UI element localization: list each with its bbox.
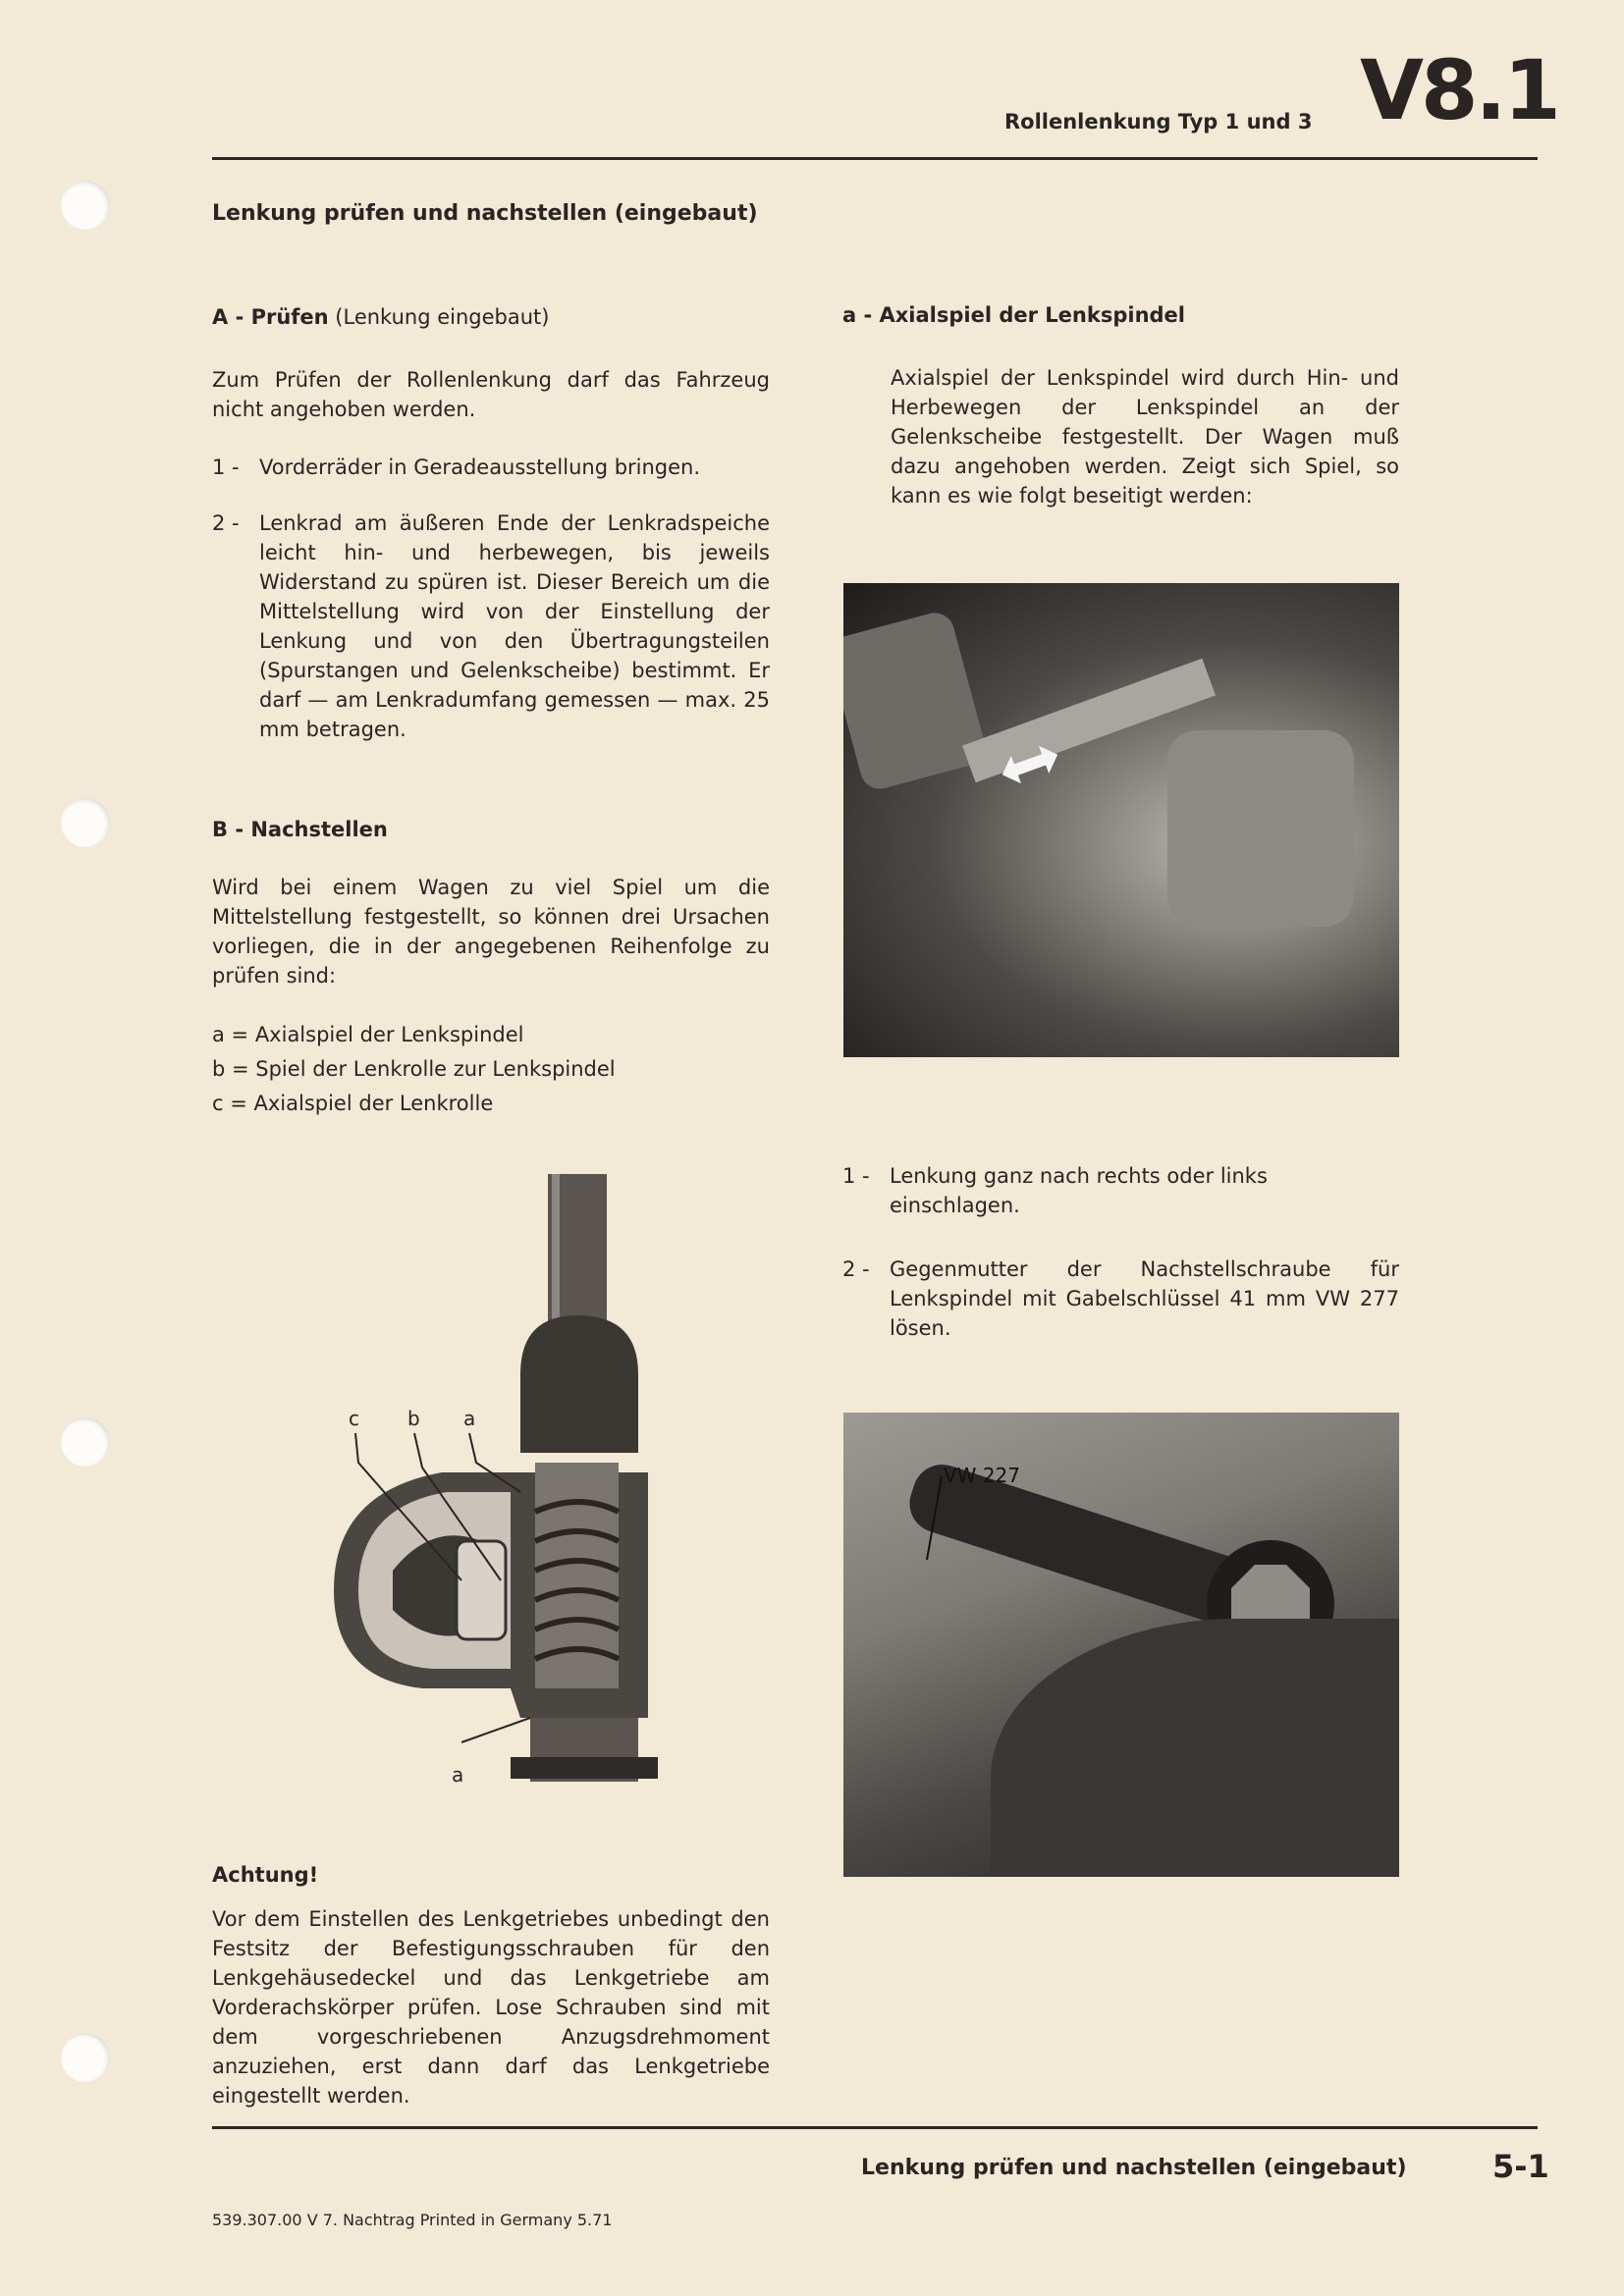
footer-title: Lenkung prüfen und nachstellen (eingebaut) [861, 2156, 1407, 2180]
warning-heading: Achtung! [212, 1863, 319, 1887]
step-text: Lenkrad am äußeren Ende der Lenkradspeiche leicht hin- und herbewegen, bis jeweils Widerstand zu spüren ist. Dieser Bereich um die Mittelstellung wird von der Einstellung der Lenkung und von den Übertragungsteilen (Spurstangen und Gelenkscheibe) bestimmt. Er darf — am Lenkradumfang gemessen — max. 25 mm betragen. [259, 511, 770, 741]
section-b-intro: Wird bei einem Wagen zu viel Spiel um die Mittelstellung festgestellt, so können drei Ursachen vorliegen, die in der angegebenen Reihenfolge zu prüfen sind: [212, 876, 770, 988]
label-a-bottom: a [452, 1763, 464, 1787]
steering-gear-cutaway-diagram [314, 1168, 668, 1796]
warning-text: Vor dem Einstellen des Lenkgetriebes unbedingt den Festsitz der Befestigungsschrauben für den Lenkgehäusedeckel und das Lenkgetriebe am Vorderachskörper prüfen. Lose Schrauben sind mit dem vorgeschriebenen Anzugsdrehmoment anzuziehen, erst dann darf das Lenkgetriebe eingestellt werden. [212, 1907, 770, 2108]
step-text: Lenkung ganz nach rechts oder links einschlagen. [890, 1164, 1268, 1217]
label-c: c [349, 1407, 359, 1430]
page-number: 5-1 [1492, 2148, 1549, 2185]
right-heading: a - Axialspiel der Lenkspindel [842, 303, 1185, 327]
warning-section [212, 1860, 770, 2110]
label-b: b [407, 1407, 420, 1430]
print-info: 539.307.00 V 7. Nachtrag Printed in Germany 5.71 [212, 2211, 613, 2229]
punch-hole [61, 2033, 110, 2082]
punch-hole [61, 798, 110, 847]
cause-item: b = Spiel der Lenkrolle zur Lenkspindel [212, 1057, 616, 1081]
section-a [212, 302, 770, 744]
step-text: Gegenmutter der Nachstellschraube für Lenkspindel mit Gabelschlüssel 41 mm VW 277 lösen. [890, 1257, 1399, 1340]
section-a-heading-rest: (Lenkung eingebaut) [328, 305, 550, 329]
photo-steering-spindle [843, 583, 1399, 1057]
punch-hole [61, 181, 110, 230]
step-number: 2 - [842, 1257, 870, 1281]
cause-item: c = Axialspiel der Lenkrolle [212, 1092, 494, 1115]
step-item [212, 508, 770, 744]
footer-rule [212, 2126, 1538, 2129]
step-text: Vorderräder in Geradeausstellung bringen. [259, 455, 701, 479]
step-number: 2 - [212, 511, 240, 535]
right-intro: Axialspiel der Lenkspindel wird durch Hin- und Herbewegen der Lenkspindel an der Gelenkscheibe festgestellt. Der Wagen muß dazu angehoben werden. Zeigt sich Spiel, so kann es wie folgt beseitigt werden: [891, 366, 1399, 507]
header-title: Rollenlenkung Typ 1 und 3 [1004, 110, 1313, 133]
step-item [212, 453, 770, 482]
punch-hole [61, 1417, 110, 1467]
step-number: 1 - [842, 1164, 870, 1188]
header-rule [212, 157, 1538, 160]
section-a-intro: Zum Prüfen der Rollenlenkung darf das Fahrzeug nicht angehoben werden. [212, 368, 770, 421]
right-steps [842, 1161, 1399, 1343]
step-item [842, 1255, 1399, 1343]
label-a-top: a [463, 1407, 476, 1430]
section-b-heading: B - Nachstellen [212, 818, 388, 841]
section-a-heading [212, 302, 770, 332]
cause-item: a = Axialspiel der Lenkspindel [212, 1023, 524, 1046]
photo-wrench-vw227 [843, 1413, 1399, 1877]
section-b [212, 815, 770, 1123]
photo-label-vw227: VW 227 [944, 1464, 1020, 1487]
page-title: Lenkung prüfen und nachstellen (eingebaut) [212, 201, 758, 226]
section-a-heading-bold: A - Prüfen [212, 305, 329, 329]
step-number: 1 - [212, 455, 240, 479]
step-item [842, 1161, 1399, 1220]
cause-list [212, 1020, 770, 1123]
section-code: V8.1 [1360, 42, 1558, 138]
